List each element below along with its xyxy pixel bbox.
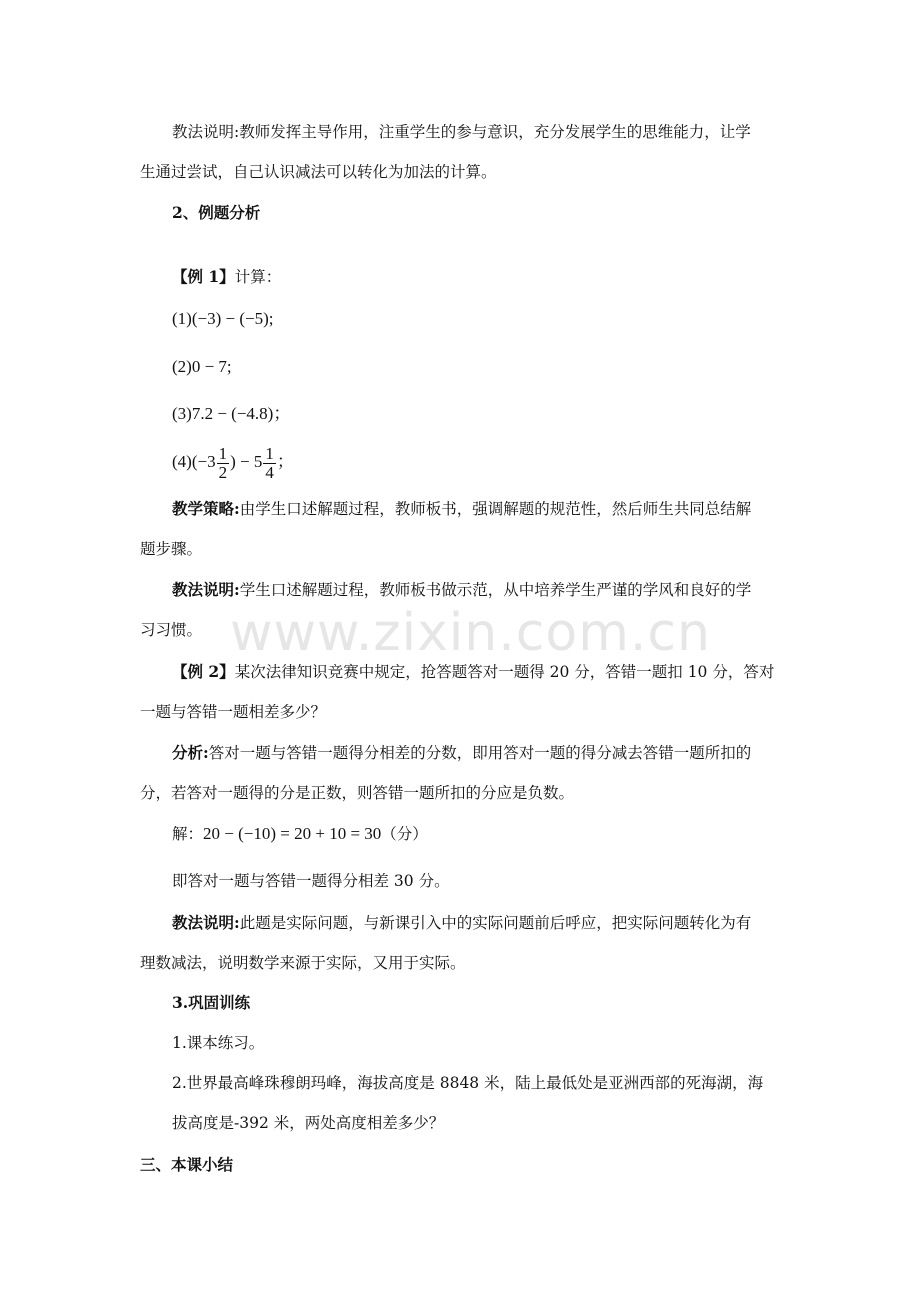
analysis-line2: 分，若答对一题得的分是正数，则答错一题所扣的分应是负数。 xyxy=(140,784,575,802)
example-2-line2: 一题与答错一题相差多少？ xyxy=(140,703,327,721)
answer-line: 即答对一题与答错一题得分相差 30 分。 xyxy=(172,872,450,890)
method-note-3-label: 教法说明: xyxy=(172,913,240,932)
solution-expression: 20 − (−10) = 20 + 10 = 30 xyxy=(203,824,382,843)
example-2-line1 xyxy=(172,662,774,682)
strategy-line2: 题步骤。 xyxy=(140,540,203,558)
method-note-1-line1 xyxy=(172,122,751,142)
example-1-title xyxy=(172,267,281,287)
method-note-3-line1 xyxy=(172,913,751,933)
expression-3: (3)7.2 − (−4.8)； xyxy=(172,404,291,423)
solution-unit: （分） xyxy=(381,825,428,843)
method-note-text: 教师发挥主导作用，注重学生的参与意识，充分发展学生的思维能力，让学 xyxy=(239,123,751,141)
method-note-3-text: 此题是实际问题，与新课引入中的实际问题前后呼应，把实际问题转化为有 xyxy=(239,914,752,932)
example-1-text: 计算： xyxy=(234,268,282,286)
fraction-one-quarter xyxy=(263,445,276,482)
exercise-item-2-line2: 拔高度是-392 米，两处高度相差多少？ xyxy=(172,1114,445,1132)
strategy-line1 xyxy=(172,499,751,519)
strategy-label: 教学策略: xyxy=(172,499,240,518)
exercise-item-2-line1: 2.世界最高峰珠穆朗玛峰，海拔高度是 8848 米，陆上最低处是亚洲西部的死海湖，海 xyxy=(172,1074,764,1092)
section-lesson-summary: 三、本课小结 xyxy=(140,1155,234,1174)
method-note-label: 教法说明: xyxy=(172,123,240,141)
fraction-numerator: 1 xyxy=(265,443,274,463)
fraction-denominator: 4 xyxy=(265,462,274,482)
expression-4 xyxy=(172,442,294,482)
exercise-item-1: 1.课本练习。 xyxy=(172,1034,265,1052)
method-note-2-line2: 习习惯。 xyxy=(140,621,203,639)
solution-label: 解： xyxy=(172,825,204,843)
method-note-2-line1 xyxy=(172,580,751,600)
expression-2: (2)0 − 7; xyxy=(172,357,232,376)
expression-4-prefix: (4)(−3 xyxy=(172,452,216,471)
fraction-denominator: 2 xyxy=(218,462,228,482)
analysis-text: 答对一题与答错一题得分相差的分数，即用答对一题的得分减去答错一题所扣的 xyxy=(208,744,752,762)
fraction-one-half xyxy=(217,445,230,482)
solution-line xyxy=(172,824,428,844)
method-note-2-label: 教法说明: xyxy=(172,580,240,599)
analysis-line1 xyxy=(172,743,751,763)
strategy-text: 由学生口述解题过程，教师板书，强调解题的规范性，然后师生共同总结解 xyxy=(239,500,752,518)
example-2-text: 某次法律知识竞赛中规定，抢答题答对一题得 20 分，答错一题扣 10 分，答对 xyxy=(234,663,775,681)
expression-4-suffix: ； xyxy=(276,452,294,471)
heading-example-analysis: 2、例题分析 xyxy=(172,203,261,222)
watermark: www.zixin.com.cn xyxy=(230,603,711,663)
example-2-label: 【例 2】 xyxy=(172,662,235,681)
example-1-label: 【例 1】 xyxy=(172,267,235,286)
heading-consolidation: 3.巩固训练 xyxy=(172,993,251,1012)
fraction-numerator: 1 xyxy=(218,443,228,463)
method-note-1-line2: 生通过尝试，自己认识减法可以转化为加法的计算。 xyxy=(140,163,497,181)
method-note-2-text: 学生口述解题过程，教师板书做示范，从中培养学生严谨的学风和良好的学 xyxy=(239,581,752,599)
analysis-label: 分析: xyxy=(172,743,209,762)
method-note-3-line2: 理数减法，说明数学来源于实际，又用于实际。 xyxy=(140,954,466,972)
expression-4-mid: ) − 5 xyxy=(230,452,263,471)
expression-1: (1)(−3) − (−5); xyxy=(172,309,274,328)
